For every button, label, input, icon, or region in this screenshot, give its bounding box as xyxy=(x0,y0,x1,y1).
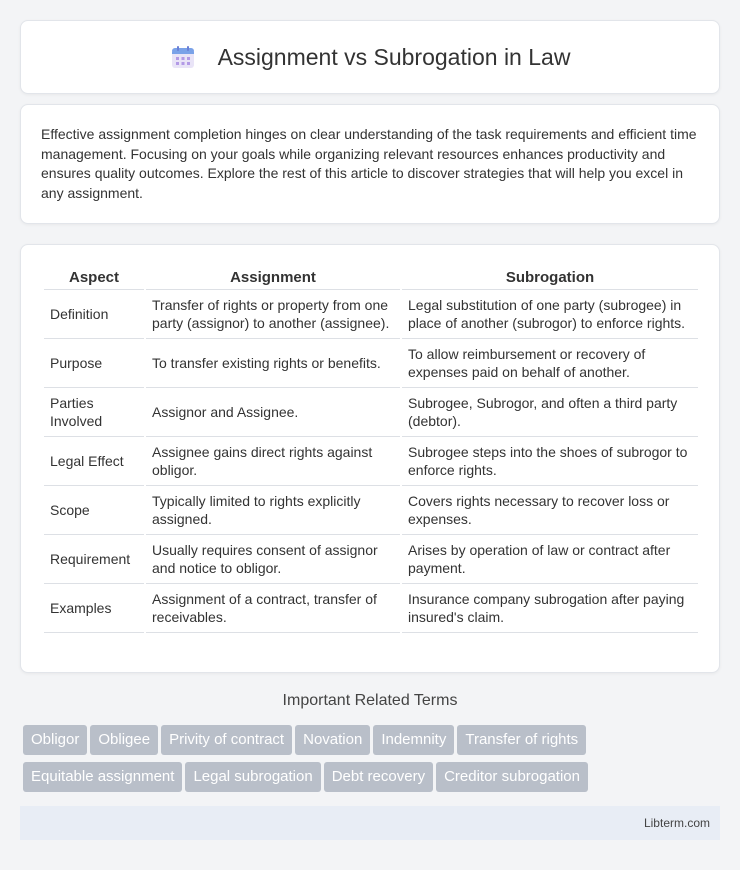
tag-creditor-subrogation[interactable]: Creditor subrogation xyxy=(436,762,588,792)
cell-subrogation: Insurance company subrogation after paying insured's claim. xyxy=(402,584,698,633)
cell-assignment: To transfer existing rights or benefits. xyxy=(146,339,400,388)
tag-debt-recovery[interactable]: Debt recovery xyxy=(324,762,433,792)
table-row xyxy=(44,584,698,633)
tag-novation[interactable]: Novation xyxy=(295,725,370,755)
table-header-row xyxy=(44,265,698,290)
cell-assignment: Assignee gains direct rights against obligor. xyxy=(146,437,400,486)
column-header-assignment: Assignment xyxy=(146,265,400,290)
table-row xyxy=(44,535,698,584)
cell-subrogation: Covers rights necessary to recover loss or expenses. xyxy=(402,486,698,535)
calendar-icon xyxy=(170,44,196,70)
cell-aspect: Purpose xyxy=(44,339,144,388)
footer-site-link[interactable]: Libterm.com xyxy=(643,816,710,830)
cell-assignment: Usually requires consent of assignor and notice to obligor. xyxy=(146,535,400,584)
cell-subrogation: Arises by operation of law or contract after payment. xyxy=(402,535,698,584)
cell-assignment: Assignor and Assignee. xyxy=(146,388,400,437)
tag-obligor[interactable]: Obligor xyxy=(23,725,87,755)
intro-text: Effective assignment completion hinges on clear understanding of the task requirements and efficient time management. Focusing on your goals while organizing relevant resources enhances productivity and ensures quality outcomes. Explore the rest of this article to discover strategies that will help you excel in any assignment. xyxy=(41,126,697,201)
tag-obligee[interactable]: Obligee xyxy=(90,725,158,755)
column-header-subrogation: Subrogation xyxy=(402,265,698,290)
cell-subrogation: Subrogee, Subrogor, and often a third party (debtor). xyxy=(402,388,698,437)
footer xyxy=(20,806,720,840)
related-terms-tags xyxy=(23,725,723,799)
cell-aspect: Legal Effect xyxy=(44,437,144,486)
related-terms-title: Important Related Terms xyxy=(282,692,458,709)
comparison-table xyxy=(42,265,700,633)
tag-equitable-assignment[interactable]: Equitable assignment xyxy=(23,762,182,792)
page-title: Assignment vs Subrogation in Law xyxy=(217,43,571,70)
table-row xyxy=(44,290,698,339)
table-row xyxy=(44,437,698,486)
cell-aspect: Requirement xyxy=(44,535,144,584)
table-row xyxy=(44,388,698,437)
table-row xyxy=(44,339,698,388)
intro-card xyxy=(20,104,720,224)
tag-indemnity[interactable]: Indemnity xyxy=(373,725,454,755)
cell-aspect: Parties Involved xyxy=(44,388,144,437)
cell-assignment: Assignment of a contract, transfer of receivables. xyxy=(146,584,400,633)
cell-subrogation: Legal substitution of one party (subrogee) in place of another (subrogor) to enforce rights. xyxy=(402,290,698,339)
cell-aspect: Definition xyxy=(44,290,144,339)
cell-aspect: Examples xyxy=(44,584,144,633)
header-card xyxy=(20,20,720,94)
tag-transfer-of-rights[interactable]: Transfer of rights xyxy=(457,725,586,755)
cell-assignment: Transfer of rights or property from one party (assignor) to another (assignee). xyxy=(146,290,400,339)
comparison-table-card xyxy=(20,244,720,673)
table-row xyxy=(44,486,698,535)
cell-assignment: Typically limited to rights explicitly assigned. xyxy=(146,486,400,535)
cell-subrogation: Subrogee steps into the shoes of subrogor to enforce rights. xyxy=(402,437,698,486)
column-header-aspect: Aspect xyxy=(44,265,144,290)
tag-legal-subrogation[interactable]: Legal subrogation xyxy=(185,762,320,792)
tag-privity-of-contract[interactable]: Privity of contract xyxy=(161,725,292,755)
cell-subrogation: To allow reimbursement or recovery of expenses paid on behalf of another. xyxy=(402,339,698,388)
cell-aspect: Scope xyxy=(44,486,144,535)
